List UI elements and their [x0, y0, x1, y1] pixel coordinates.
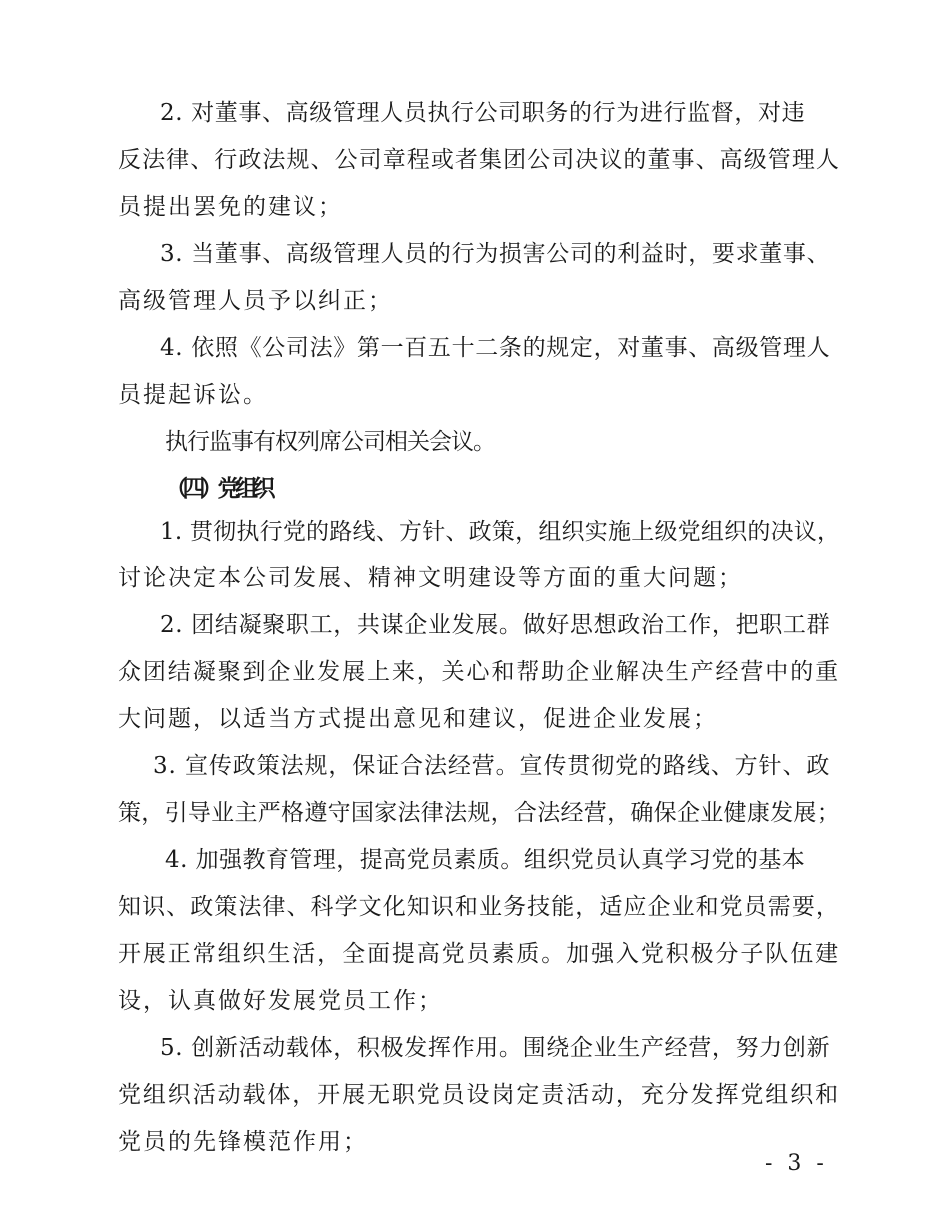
text-line: 设，认真做好发展党员工作；	[118, 988, 443, 1014]
text-line: 员提出罢免的建议；	[118, 194, 343, 220]
text-line: 2. 团结凝聚职工，共谋企业发展。做好思想政治工作，把职工群	[160, 612, 831, 638]
text-line: 员提起诉讼。	[118, 382, 268, 408]
text-line: 3. 当董事、高级管理人员的行为损害公司的利益时，要求董事、	[160, 241, 831, 267]
text-line: 反法律、行政法规、公司章程或者集团公司决议的董事、高级管理人	[118, 147, 840, 173]
text-line: 大问题，以适当方式提出意见和建议，促进企业发展；	[118, 706, 718, 732]
text-line: 党员的先锋模范作用；	[118, 1129, 368, 1155]
text-line: 2. 对董事、高级管理人员执行公司职务的行为进行监督，对违	[160, 100, 806, 126]
text-line: 4. 依照《公司法》第一百五十二条的规定，对董事、高级管理人	[160, 335, 831, 361]
text-line: 讨论决定本公司发展、精神文明建设等方面的重大问题；	[118, 565, 743, 591]
text-line: 4. 加强教育管理，提高党员素质。组织党员认真学习党的基本	[165, 847, 806, 873]
page-number: - 3 -	[765, 1151, 828, 1176]
text-line: 策，引导业主严格遵守国家法律法规，合法经营，确保企业健康发展；	[118, 800, 840, 826]
text-line: 高级管理人员予以纠正；	[118, 288, 393, 314]
text-line: 1. 贯彻执行党的路线、方针、政策，组织实施上级党组织的决议，	[160, 519, 841, 545]
text-line: 开展正常组织生活，全面提高党员素质。加强入党积极分子队伍建	[118, 941, 840, 967]
text-line: 3. 宣传政策法规，保证合法经营。宣传贯彻党的路线、方针、政	[153, 753, 831, 779]
text-line: 党组织活动载体，开展无职党员设岗定责活动，充分发挥党组织和	[118, 1082, 840, 1108]
section-heading: （四）党组织	[165, 476, 270, 502]
text-line: 知识、政策法律、科学文化知识和业务技能，适应企业和党员需要，	[118, 894, 840, 920]
text-line: 执行监事有权列席公司相关会议。	[165, 429, 495, 455]
text-line: 众团结凝聚到企业发展上来，关心和帮助企业解决生产经营中的重	[118, 659, 840, 685]
text-line: 5. 创新活动载体，积极发挥作用。围绕企业生产经营，努力创新	[160, 1035, 831, 1061]
